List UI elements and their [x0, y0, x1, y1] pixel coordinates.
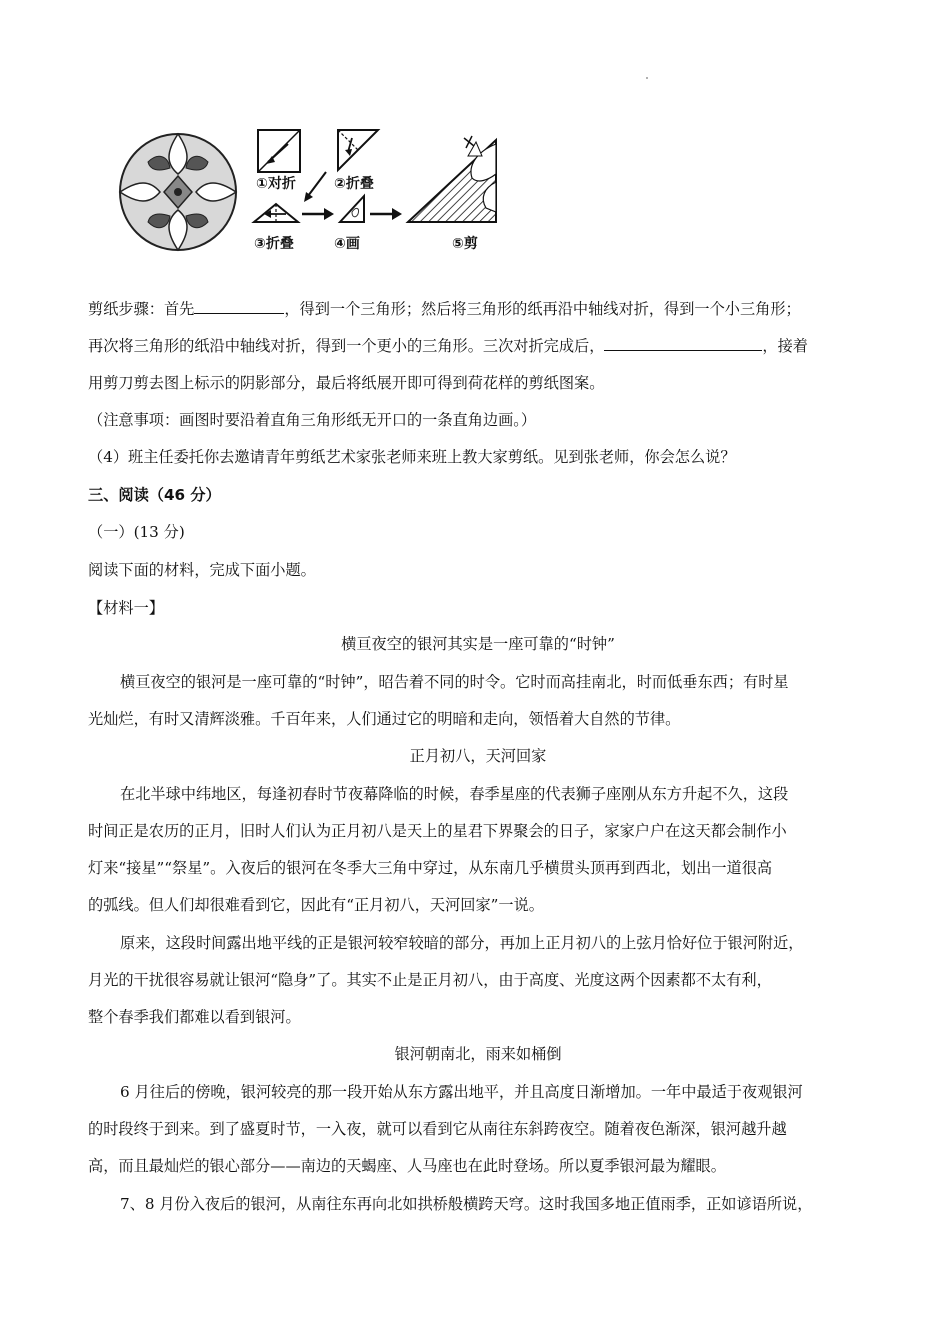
material-label: 【材料一】	[88, 599, 164, 617]
body-line-3: 在北半球中纬地区，每逢初春时节夜幕降临的时候，春季星座的代表狮子座刚从东方升起不久，这段	[120, 785, 789, 803]
step3-fold-triangle-icon	[254, 204, 298, 222]
answer-blank-1[interactable]	[194, 299, 284, 314]
lotus-paper-cut-icon	[120, 134, 236, 250]
body-line-9: 整个春季我们都难以看到银河。	[88, 1008, 301, 1026]
body-line-6: 的弧线。但人们却很难看到它，因此有“正月初八，天河回家”一说。	[88, 896, 544, 914]
step1-label: ①对折	[256, 176, 296, 192]
note-line: （注意事项：画图时要沿着直角三角形纸无开口的一条直角边画。）	[88, 411, 537, 429]
body-line-1: 横亘夜空的银河是一座可靠的“时钟”，昭告着不同的时令。它时而高挂南北，时而低垂东西；有时星	[120, 673, 789, 691]
steps-line-2	[88, 335, 868, 357]
body-line-7: 原来，这段时间露出地平线的正是银河较窄较暗的部分，再加上正月初八的上弦月恰好位于银河附近，	[120, 934, 804, 952]
body-line-8: 月光的干扰很容易就让银河“隐身”了。其实不止是正月初八，由于高度、光度这两个因素都不太有利，	[88, 971, 772, 989]
answer-blank-2[interactable]	[604, 336, 762, 351]
subtitle-1: 正月初八，天河回家	[409, 747, 547, 765]
step1-fold-square-icon	[258, 130, 300, 172]
arrow-icon	[308, 172, 326, 196]
body-line-2: 光灿烂，有时又清辉淡雅。千百年来，人们通过它的明暗和走向，领悟着大自然的节律。	[88, 710, 681, 728]
paper-cutting-figure	[112, 122, 532, 262]
step5-cut-triangle-icon	[408, 136, 496, 222]
arrow-head-icon	[304, 192, 313, 202]
body-line-10: 6 月往后的傍晚，银河较亮的那一段开始从东方露出地平，并且高度日渐增加。一年中最适于夜观银河	[120, 1083, 803, 1101]
part-heading-1: （一）(13 分)	[88, 523, 185, 541]
body-line-4: 时间正是农历的正月，旧时人们认为正月初八是天上的星君下界聚会的日子，家家户户在这天都会制作小	[88, 822, 787, 840]
scan-speck	[646, 77, 648, 79]
arrow-head-icon	[324, 208, 334, 220]
step2-fold-triangle-icon	[338, 130, 378, 170]
steps-text-1b: ，得到一个三角形；然后将三角形的纸再沿中轴线对折，得到一个小三角形；	[284, 300, 801, 318]
body-line-12: 高，而且最灿烂的银心部分——南边的天蝎座、人马座也在此时登场。所以夏季银河最为耀眼。	[88, 1157, 726, 1175]
steps-line-1	[88, 298, 868, 320]
subtitle-2: 银河朝南北，雨来如桶倒	[394, 1045, 562, 1063]
instruction-line: 阅读下面的材料，完成下面小题。	[88, 561, 316, 579]
step5-label: ⑤剪	[452, 236, 478, 252]
step4-label: ④画	[334, 236, 360, 252]
question-4: （4）班主任委托你去邀请青年剪纸艺术家张老师来班上教大家剪纸。见到张老师，你会怎么说？	[88, 448, 736, 466]
body-line-5: 灯来“接星”“祭星”。入夜后的银河在冬季大三角中穿过，从东南几乎横贯头顶再到西北，划出一道很高	[88, 859, 773, 877]
steps-text-1a: 剪纸步骤：首先	[88, 300, 195, 318]
body-line-11: 的时段终于到来。到了盛夏时节，一入夜，就可以看到它从南往东斜跨夜空。随着夜色渐深，银河越升越	[88, 1120, 787, 1138]
step3-label: ③折叠	[254, 236, 294, 252]
article-title: 横亘夜空的银河其实是一座可靠的“时钟”	[341, 635, 615, 653]
section-heading-reading: 三、阅读（46 分）	[88, 486, 221, 504]
steps-text-2b: ，接着	[762, 337, 808, 355]
steps-text-2a: 再次将三角形的纸沿中轴线对折，得到一个更小的三角形。三次对折完成后，	[88, 337, 605, 355]
step4-draw-triangle-icon	[340, 196, 364, 222]
steps-line-3: 用剪刀剪去图上标示的阴影部分，最后将纸展开即可得到荷花样的剪纸图案。	[88, 374, 605, 392]
arrow-head-icon	[392, 208, 402, 220]
body-line-13: 7、8 月份入夜后的银河，从南往东再向北如拱桥般横跨天穹。这时我国多地正值雨季，正如谚语所说，	[120, 1195, 813, 1213]
step2-label: ②折叠	[334, 176, 374, 192]
